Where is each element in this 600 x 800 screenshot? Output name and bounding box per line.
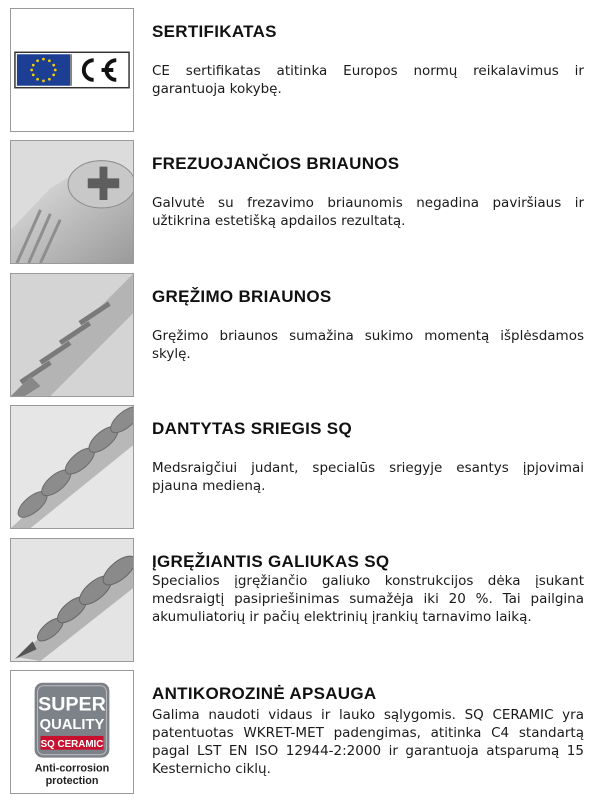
feature-description: CE sertifikatas atitinka Europos normų reikalavimus ir garantuoja kokybę.: [152, 63, 584, 97]
feature-title: SERTIFIKATAS: [152, 22, 277, 41]
badge-line2: QUALITY: [39, 717, 105, 734]
feature-row-anti-corrosion: [0, 670, 600, 794]
feature-description: Galima naudoti vidaus ir lauko sąlygomis. SQ CERAMIC yra patentuotas WKRET-MET padengimas, atitinka C4 standartą pagal LST EN ISO 12944-2:2000 ir garantuoja atsparumą 15 Kesternicho ciklų.: [152, 707, 584, 777]
feature-title: ANTIKOROZINĖ APSAUGA: [152, 684, 377, 703]
feature-row-drilling-ribs: [0, 273, 600, 397]
badge-caption1: Anti-corrosion: [34, 762, 110, 775]
super-quality-badge-icon: [10, 670, 134, 794]
feature-title: ĮGRĘŽIANTIS GALIUKAS SQ: [152, 552, 390, 571]
milled-edges-screw-head-icon: [10, 140, 134, 264]
feature-row-drill-tip: [0, 538, 600, 662]
badge-line1: SUPER: [38, 693, 106, 716]
feature-title: GRĘŽIMO BRIAUNOS: [152, 287, 332, 306]
feature-description: Galvutė su frezavimo briaunomis negadina paviršiaus ir užtikrina estetišką apdailos rezultatą.: [152, 195, 584, 229]
feature-row-certificate: [0, 8, 600, 132]
feature-description: Gręžimo briaunos sumažina sukimo momentą išplėsdamos skylę.: [152, 328, 584, 362]
drill-tip-icon: [10, 538, 134, 662]
feature-description: Medsraigčiui judant, specialūs sriegyje esantys įpjovimai pjauna medieną.: [152, 460, 584, 494]
feature-title: DANTYTAS SRIEGIS SQ: [152, 419, 352, 438]
badge-caption2: protection: [45, 775, 99, 788]
drilling-ribs-screw-icon: [10, 273, 134, 397]
feature-description: Specialios įgręžiančio galiuko konstrukcijos dėka įsukant medsraigtį pasipriešinimas sumažėja iki 20 %. Tai pailgina akumuliatorių ir pačių elektrinių įrankių tarnavimo laiką.: [152, 573, 584, 625]
ce-eu-certificate-icon: [10, 8, 134, 132]
serrated-thread-icon: [10, 405, 134, 529]
feature-title: FREZUOJANČIOS BRIAUNOS: [152, 154, 400, 173]
feature-row-serrated-thread: [0, 405, 600, 529]
badge-line3: SQ CERAMIC: [40, 738, 104, 750]
feature-row-milled-edges: [0, 140, 600, 264]
